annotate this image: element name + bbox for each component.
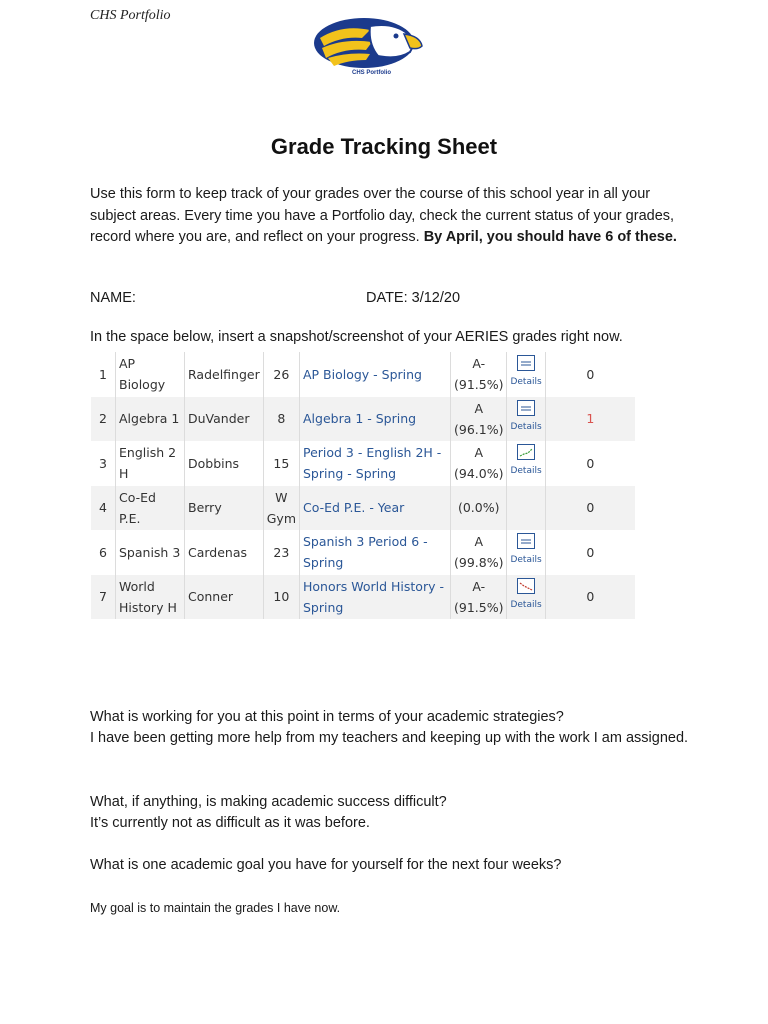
intro-text: Use this form to keep track of your grades over the course of this school year in all your subject areas. Every time you have a Portfolio day, check the current status of your grades, record where you are, and reflect on your progress. xyxy=(90,186,675,245)
instruction-text: In the space below, insert a snapshot/screenshot of your AERIES grades right now. xyxy=(90,329,623,345)
period-cell: 6 xyxy=(91,530,116,575)
details-cell xyxy=(507,486,545,531)
room-cell: 23 xyxy=(263,530,299,575)
teacher-cell: Conner xyxy=(185,575,264,620)
intro-paragraph xyxy=(90,184,690,249)
room-cell: W Gym xyxy=(263,486,299,531)
details-chart-icon[interactable] xyxy=(510,355,541,371)
table-row xyxy=(91,486,635,531)
details-link[interactable]: Details xyxy=(510,599,542,610)
details-cell[interactable] xyxy=(507,575,545,620)
missing-count-cell: 0 xyxy=(586,455,595,471)
details-chart-icon[interactable] xyxy=(510,578,541,594)
header-label: CHS Portfolio xyxy=(90,8,171,23)
details-link[interactable]: Details xyxy=(510,466,542,477)
course-cell: Co-Ed P.E. xyxy=(116,486,185,531)
answer-1: I have been getting more help from my teachers and keeping up with the work I am assigned. xyxy=(90,730,689,746)
mark-letter: A xyxy=(474,445,483,461)
period-cell: 1 xyxy=(91,352,116,397)
mark-letter: A xyxy=(474,534,483,550)
intro-bold-text: By April, you should have 6 of these. xyxy=(423,229,677,245)
mark-cell xyxy=(450,530,506,575)
missing-count-cell: 0 xyxy=(545,486,635,531)
teacher-cell: Dobbins xyxy=(185,441,264,486)
course-cell: Spanish 3 xyxy=(116,530,185,575)
table-row xyxy=(91,397,635,442)
teacher-cell: Cardenas xyxy=(185,530,264,575)
details-cell[interactable] xyxy=(507,441,545,486)
course-cell: English 2 H xyxy=(116,441,185,486)
mark-percent: (0.0%) xyxy=(457,500,500,516)
mark-percent: (91.5%) xyxy=(453,599,504,615)
answer-3: My goal is to maintain the grades I have now. xyxy=(90,901,341,915)
details-cell[interactable] xyxy=(507,352,545,397)
question-2: What, if anything, is making academic success difficult? xyxy=(90,794,447,810)
details-chart-icon[interactable] xyxy=(510,400,541,416)
missing-count-cell: 0 xyxy=(586,366,595,382)
date-field-label: DATE: 3/12/20 xyxy=(366,290,461,306)
mark-cell xyxy=(450,352,506,397)
table-row xyxy=(91,575,635,620)
gradebook-link[interactable]: Co-Ed P.E. - Year xyxy=(299,486,450,531)
teacher-cell: DuVander xyxy=(185,397,264,442)
period-cell: 2 xyxy=(91,397,116,442)
details-cell[interactable] xyxy=(507,530,545,575)
details-link[interactable]: Details xyxy=(510,377,542,388)
mark-letter: A- xyxy=(472,578,486,594)
details-cell[interactable] xyxy=(507,397,545,442)
mark-cell xyxy=(450,397,506,442)
teacher-cell: Berry xyxy=(185,486,264,531)
name-field-label: NAME: xyxy=(90,290,136,306)
page-title: Grade Tracking Sheet xyxy=(270,134,498,159)
room-cell: 10 xyxy=(263,575,299,620)
period-cell: 7 xyxy=(91,575,116,620)
mark-percent: (91.5%) xyxy=(453,377,504,393)
room-cell: 15 xyxy=(263,441,299,486)
course-cell: World History H xyxy=(116,575,185,620)
period-cell: 4 xyxy=(91,486,116,531)
details-chart-icon[interactable] xyxy=(510,444,541,460)
logo-caption: CHS Portfolio xyxy=(352,70,391,76)
details-link[interactable]: Details xyxy=(510,555,542,566)
period-cell: 3 xyxy=(91,441,116,486)
missing-count-cell: 0 xyxy=(545,575,635,620)
mark-percent: (96.1%) xyxy=(453,421,504,437)
gradebook-link[interactable]: Spanish 3 Period 6 - Spring xyxy=(299,530,450,575)
mark-letter: A xyxy=(474,400,483,416)
mark-cell xyxy=(450,486,506,531)
room-cell: 26 xyxy=(263,352,299,397)
table-row xyxy=(91,530,635,575)
mark-cell xyxy=(450,575,506,620)
mark-letter: A- xyxy=(472,356,486,372)
question-3: What is one academic goal you have for yourself for the next four weeks? xyxy=(90,857,562,873)
question-1: What is working for you at this point in terms of your academic strategies? xyxy=(90,709,564,725)
table-row xyxy=(91,441,635,486)
details-link[interactable]: Details xyxy=(510,421,542,432)
details-chart-icon[interactable] xyxy=(510,533,541,549)
teacher-cell: Radelfinger xyxy=(185,352,264,397)
mark-percent: (94.0%) xyxy=(453,466,504,482)
missing-count-cell: 0 xyxy=(586,544,595,560)
course-cell: Algebra 1 xyxy=(116,397,185,442)
course-cell: AP Biology xyxy=(116,352,185,397)
mark-cell xyxy=(450,441,506,486)
gradebook-link[interactable]: Algebra 1 - Spring xyxy=(299,397,450,442)
gradebook-link[interactable]: AP Biology - Spring xyxy=(299,352,450,397)
answer-2: It’s currently not as difficult as it was before. xyxy=(90,815,370,831)
mark-percent: (99.8%) xyxy=(453,555,504,571)
table-row xyxy=(91,352,635,397)
gradebook-link[interactable]: Honors World History - Spring xyxy=(299,575,450,620)
room-cell: 8 xyxy=(263,397,299,442)
grades-table xyxy=(91,352,635,619)
missing-count-cell: 1 xyxy=(545,397,635,442)
gradebook-link[interactable]: Period 3 - English 2H - Spring - Spring xyxy=(299,441,450,486)
